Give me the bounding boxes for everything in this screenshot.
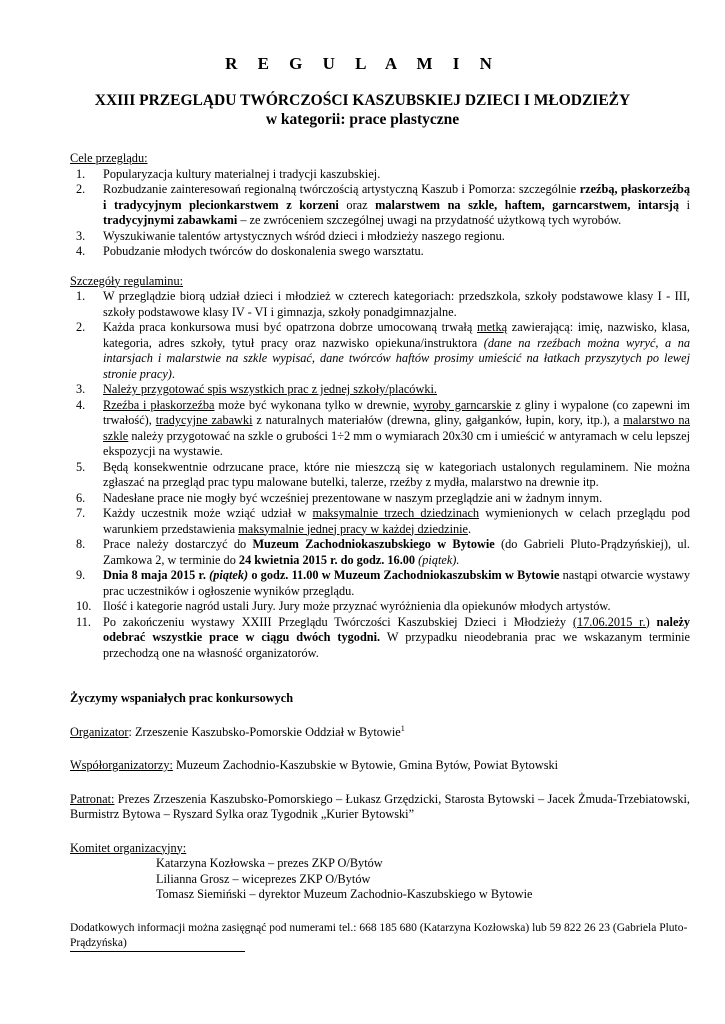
list-item: 8. Prace należy dostarczyć do Muzeum Zachodniokaszubskiego w Bytowie (do Gabrieli Pluto-Prądzyńskiej), ul. Zamkowa 2, w terminie do 24 kwietnia 2015 r. do godz. 16.00 (piątek).: [76, 537, 690, 567]
contact-info: Dodatkowych informacji można zasięgnąć pod numerami tel.: 668 185 680 (Katarzyna Kozłowska) lub 59 822 26 23 (Gabriela Pluto-Prądzyńska): [70, 921, 688, 949]
list-item: 1. Popularyzacja kultury materialnej i tradycji kaszubskiej.: [76, 166, 381, 181]
footnote-marker: 1: [400, 723, 405, 733]
goals-list: [70, 167, 690, 260]
coorganizers-line: Współorganizatorzy: Muzeum Zachodnio-Kaszubskie w Bytowie, Gmina Bytów, Powiat Bytowski: [70, 758, 559, 772]
list-item: 7. Każdy uczestnik może wziąć udział w maksymalnie trzech dziedzinach wymienionych w celach przeglądu pod warunkiem przedstawienia maksymalnie jednej pracy w każdej dziedzinie.: [76, 506, 690, 536]
committee-member: Katarzyna Kozłowska – prezes ZKP O/Bytów: [156, 856, 383, 870]
committee-heading: Komitet organizacyjny:: [70, 840, 187, 855]
document-subtitle: [0, 91, 725, 129]
list-item: 6. Nadesłane prace nie mogły być wcześniej prezentowane w naszym przeglądzie ani w żadnym innym.: [76, 490, 603, 505]
document-body: [70, 151, 690, 951]
details-list: [70, 289, 690, 661]
committee-member: Tomasz Siemiński – dyrektor Muzeum Zachodnio-Kaszubskiego w Bytowie: [156, 887, 533, 901]
subtitle-line-2: w kategorii: prace plastyczne: [265, 111, 460, 128]
list-item: 10. Ilość i kategorie nagród ustali Jury. Jury może przyznać wyróżnienia dla opiekunów młodych artystów.: [76, 599, 611, 613]
list-item: 2. Każda praca konkursowa musi być opatrzona dobrze umocowaną trwałą metką zawierającą: imię, nazwisko, klasa, kategoria, adres szkoły, tytuł pracy oraz nazwisko opiekuna/instruktora (dane na rzeźbach można wyryć, a na intarsjach i malarstwie na szkle wypisać, dane twórców haftów prosimy umieścić na łatkach przyszytych po lewej stronie pracy).: [76, 320, 691, 381]
list-item: 11. Po zakończeniu wystawy XXIII Przeglądu Twórczości Kaszubskiej Dzieci i Młodzieży (17.06.2015 r.) należy odebrać wszystkie prace w ciągu dwóch tygodni. W przypadku nieodebrania prac we wskazanym terminie przechodzą one na własność organizatorów.: [76, 614, 691, 660]
details-heading: Szczegóły regulaminu:: [70, 273, 184, 288]
goals-heading: Cele przeglądu:: [70, 151, 148, 165]
footnote-separator: [70, 951, 245, 952]
list-item: 2. Rozbudzanie zainteresowań regionalną twórczością artystyczną Kaszub i Pomorza: szczególnie rzeźbą, płaskorzeźbą i tradycyjnym plecionkarstwem z korzeni oraz malarstwem na szkle, haftem, garncarstwem, intarsją i tradycyjnymi zabawkami – ze zwróceniem szczególnej uwagi na przydatność użytkową tych wyrobów.: [76, 182, 690, 227]
organizer-line: Organizator: Zrzeszenie Kaszubsko-Pomorskie Oddział w Bytowie$^1$: [70, 723, 405, 739]
list-item: 3. Należy przygotować spis wszystkich prac z jednej szkoły/placówki.: [76, 382, 437, 396]
document-title: R E G U L A M I N: [225, 54, 500, 73]
list-item: 3. Wyszukiwanie talentów artystycznych wśród dzieci i młodzieży naszego regionu.: [76, 228, 505, 243]
patronage-line: Patronat: Prezes Zrzeszenia Kaszubsko-Pomorskiego – Łukasz Grzędzicki, Starosta Bytowski – Jacek Żmuda-Trzebiatowski, Burmistrz Bytowa – Ryszard Sylka oraz Tygodnik „Kurier Bytowski”: [70, 791, 690, 821]
list-item: 9. Dnia 8 maja 2015 r. (piątek) o godz. 11.00 w Muzeum Zachodniokaszubskim w Bytowie nastąpi otwarcie wystawy prac uczestników i ogłoszenie wyników przeglądu.: [76, 568, 690, 598]
list-item: 5. Będą konsekwentnie odrzucane prace, które nie mieszczą się w kategoriach ustalonych regulaminem. Nie można zgłaszać na przegląd prac typu malowane butelki, talerze, rzeźby z mydła, malarstwo na drewnie itp.: [76, 459, 690, 489]
subtitle-line-1: XXIII PRZEGLĄDU TWÓRCZOŚCI KASZUBSKIEJ DZIECI I MŁODZIEŻY: [94, 92, 631, 109]
list-item: 1. W przeglądzie biorą udział dzieci i młodzież w czterech kategoriach: przedszkola, szkoły podstawowe klasy I - III, szkoły podstawowe klasy IV - VI i gimnazja, szkoły ponadgimnazjalne.: [76, 289, 690, 319]
list-item: 4. Rzeźba i płaskorzeźba może być wykonana tylko w drewnie, wyroby garncarskie z gliny i wypalone (co zapewni im trwałość), tradycyjne zabawki z naturalnych materiałów (drewna, gliny, gałganków, łupin, kory, itp.), a malarstwo na szkle należy przygotować na szkle o grubości 1÷2 mm o wymiarach 20x30 cm i umieścić w antyramach w celu lepszej ekspozycji na wystawie.: [76, 397, 691, 458]
list-item: 4. Pobudzanie młodych twórców do doskonalenia swego warsztatu.: [76, 244, 424, 258]
wishes-text: Życzymy wspaniałych prac konkursowych: [70, 691, 294, 705]
committee-member: Lilianna Grosz – wiceprezes ZKP O/Bytów: [156, 871, 371, 886]
